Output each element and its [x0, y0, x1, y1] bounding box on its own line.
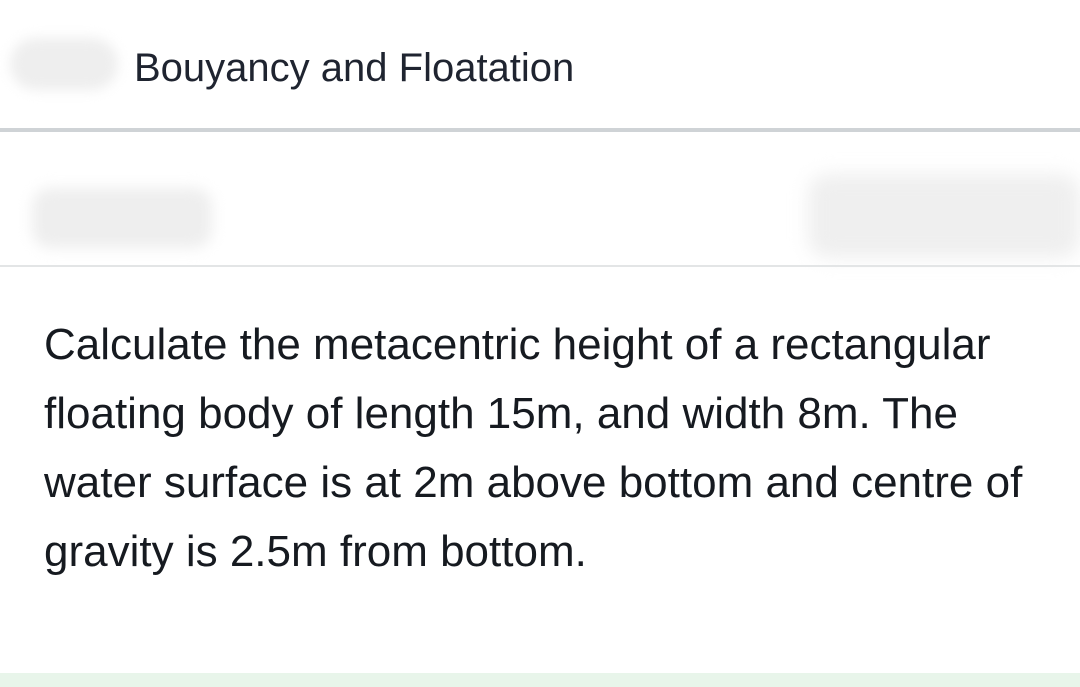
question-meta-row — [0, 132, 1080, 266]
meta-divider — [0, 265, 1080, 267]
header — [0, 0, 1080, 130]
blurred-back-button[interactable] — [10, 38, 118, 90]
blurred-meta-left — [32, 188, 212, 248]
bottom-band — [0, 673, 1080, 687]
blurred-meta-right — [808, 174, 1080, 258]
page-title: Bouyancy and Floatation — [134, 46, 575, 90]
question-text: Calculate the metacentric height of a rectangular floating body of length 15m, and width 8m. The water surface is at 2m above bottom and centre of gravity is 2.5m from bottom. — [44, 320, 1023, 576]
